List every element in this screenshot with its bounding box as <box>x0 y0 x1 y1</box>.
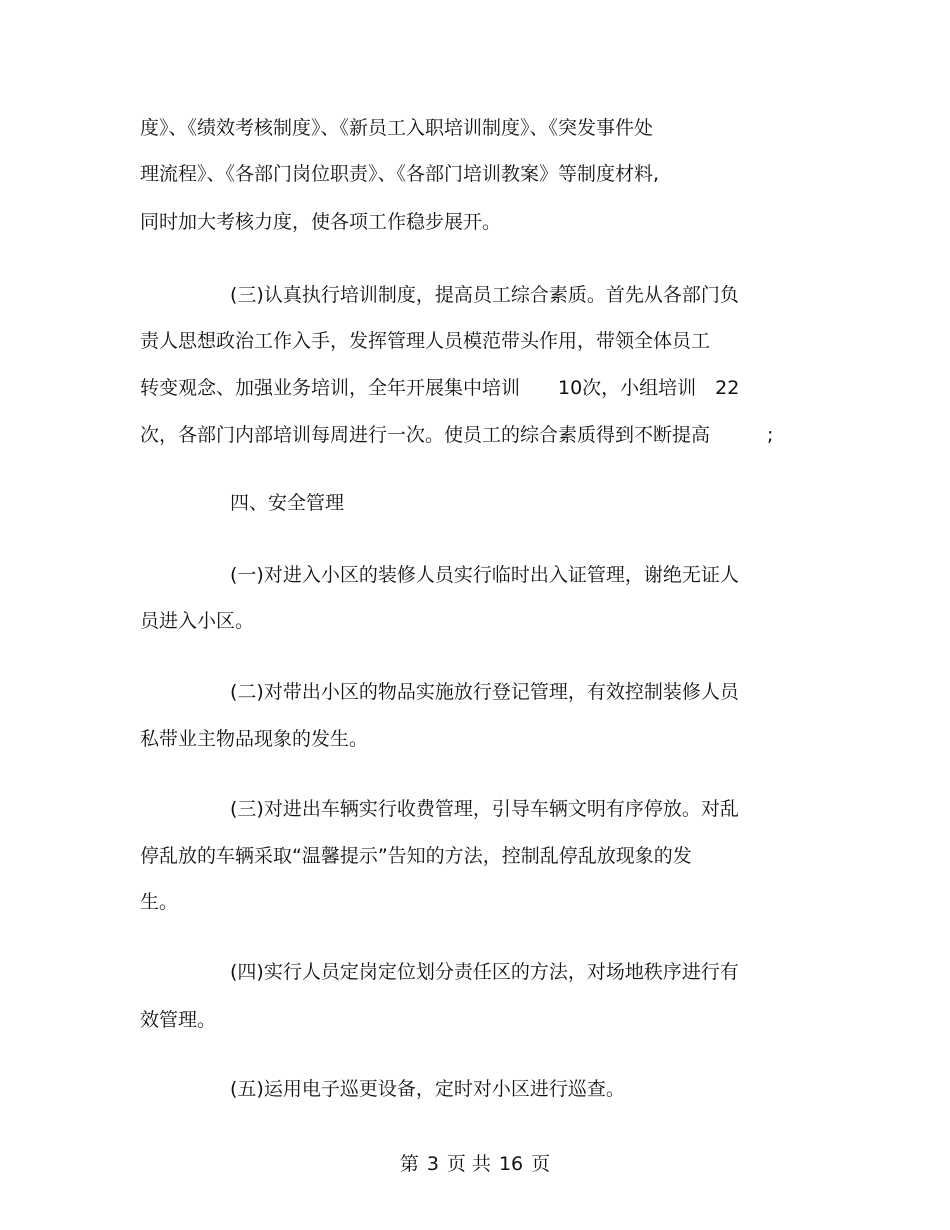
body-text-line: 员进入小区。 <box>140 610 255 632</box>
paragraph-start-line: (一)对进入小区的装修人员实行临时出入证管理，谢绝无证人 <box>230 564 739 586</box>
page-label-prefix: 第 <box>399 1153 419 1175</box>
current-page-number: 3 <box>426 1153 439 1175</box>
total-pages-number: 16 <box>498 1153 524 1175</box>
body-text-line: 度》、《绩效考核制度》、《新员工入职培训制度》、《突发事件处 <box>140 117 654 139</box>
body-text-line: 停乱放的车辆采取“温馨提示”告知的方法，控制乱停乱放现象的发 <box>140 845 692 867</box>
body-text-line: 次，各部门内部培训每周进行一次。使员工的综合素质得到不断提高 ; <box>140 424 774 446</box>
body-text-line: 生。 <box>140 891 179 913</box>
body-text-line: 效管理。 <box>140 1009 217 1031</box>
body-text-line: 同时加大考核力度，使各项工作稳步展开。 <box>140 211 502 233</box>
body-text-line: 转变观念、加强业务培训，全年开展集中培训 10次，小组培训 22 <box>140 377 740 399</box>
section-heading: 四、安全管理 <box>230 492 345 514</box>
body-text-line: 理流程》、《各部门岗位职责》、《各部门培训教案》等制度材料, <box>140 163 660 185</box>
page-label-suffix: 页 <box>531 1153 551 1175</box>
body-text-line: 私带业主物品现象的发生。 <box>140 728 369 750</box>
paragraph-start-line: (二)对带出小区的物品实施放行登记管理，有效控制装修人员 <box>230 681 739 703</box>
page-label-mid: 页 共 <box>446 1153 491 1175</box>
paragraph-start-line: (五)运用电子巡更设备，定时对小区进行巡查。 <box>230 1078 625 1100</box>
paragraph-start-line: (四)实行人员定岗定位划分责任区的方法，对场地秩序进行有 <box>230 961 739 983</box>
body-text-line: 责人思想政治工作入手，发挥管理人员模范带头作用，带领全体员工 <box>140 330 711 352</box>
paragraph-start-line: (三)认真执行培训制度，提高员工综合素质。首先从各部门负 <box>230 284 739 306</box>
page-footer <box>0 1152 950 1176</box>
paragraph-start-line: (三)对进出车辆实行收费管理，引导车辆文明有序停放。对乱 <box>230 798 739 820</box>
